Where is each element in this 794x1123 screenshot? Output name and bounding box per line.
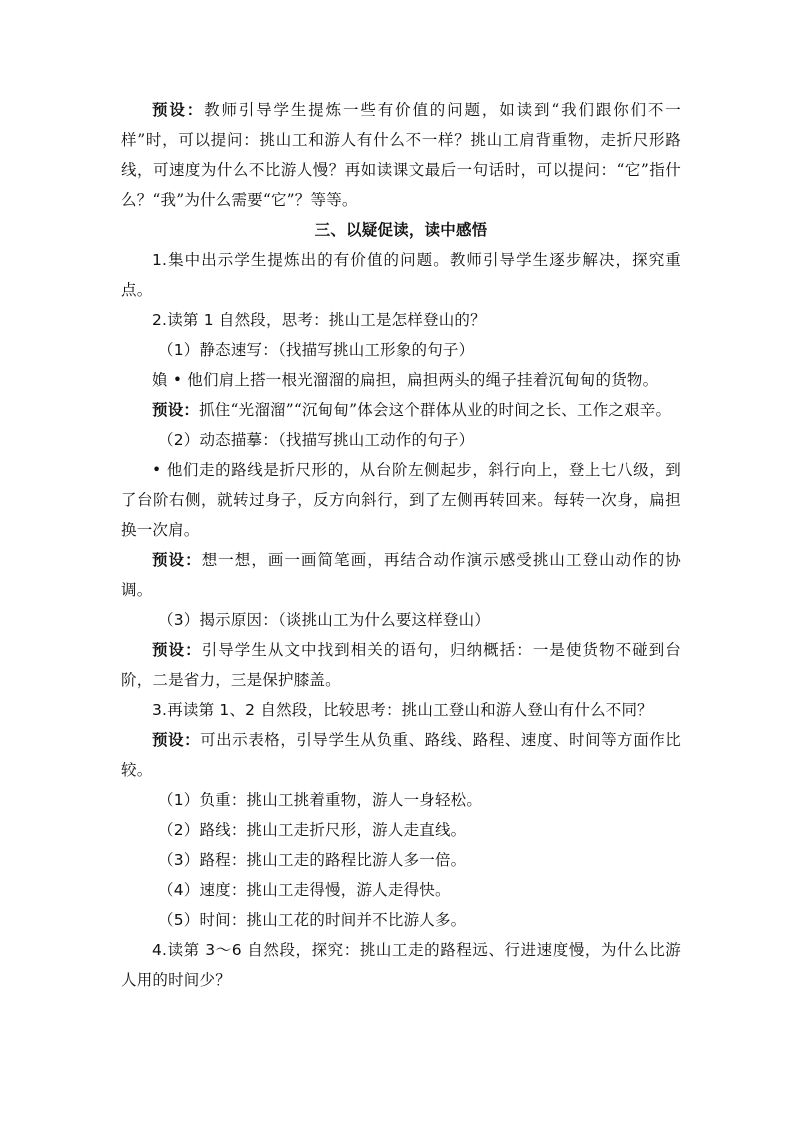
- step-item-4: 4.读第 3～6 自然段，探究：挑山工走的路程远、行进速度慢，为什么比游人用的时间少？: [121, 941, 681, 989]
- preset-text: 教师引导学生提炼一些有价值的问题，如读到“我们跟你们不一样”时，可以提问：挑山工和游人有什么不一样？挑山工肩背重物，走折尺形路线，可速度为什么不比游人慢？再如读课文最后一句话时，可以提问：“它”指什么？“我”为什么需要“它”？等等。: [121, 101, 681, 209]
- step-item-2: 2.读第 1 自然段，思考：挑山工是怎样登山的？: [152, 311, 486, 329]
- compare-item-route: （2）路线：挑山工走折尺形，游人走直线。: [158, 821, 467, 839]
- preset-label: 预设：: [152, 550, 202, 569]
- compare-item-speed: （4）速度：挑山工走得慢，游人走得快。: [158, 881, 451, 899]
- preset-label: 预设：: [152, 730, 201, 749]
- compare-item-load: （1）负重：挑山工挑着重物，游人一身轻松。: [158, 791, 483, 809]
- preset-label: 预设：: [152, 100, 205, 119]
- quote-static: 媍 • 他们肩上搭一根光溜溜的扁担，扁担两头的绳子挂着沉甸甸的货物。: [152, 371, 659, 389]
- preset-paragraph-2: [121, 395, 681, 425]
- preset-label: 预设：: [152, 640, 202, 659]
- preset-text: 可出示表格，引导学生从负重、路线、路程、速度、时间等方面作比较。: [121, 731, 681, 779]
- preset-label: 预设：: [152, 400, 200, 419]
- preset-paragraph-4: [121, 635, 681, 695]
- step-item-3: 3.再读第 1、2 自然段，比较思考：挑山工登山和游人登山有什么不同？: [152, 701, 653, 719]
- step-item-1: 1.集中出示学生提炼出的有价值的问题。教师引导学生逐步解决，探究重点。: [121, 251, 681, 299]
- compare-item-time: （5）时间：挑山工花的时间并不比游人多。: [158, 911, 467, 929]
- preset-text: 引导学生从文中找到相关的语句，归纳概括：一是使货物不碰到台阶，二是省力，三是保护膝盖。: [121, 641, 681, 689]
- preset-text: 想一想，画一画简笔画，再结合动作演示感受挑山工登山动作的协调。: [121, 551, 681, 599]
- preset-paragraph-3: [121, 545, 681, 605]
- preset-text: 抓住“光溜溜”“沉甸甸”体会这个群体从业的时间之长、工作之艰辛。: [199, 401, 672, 419]
- sub-title-dynamic: （2）动态描摹：（找描写挑山工动作的句子）: [158, 431, 475, 449]
- sub-title-static: （1）静态速写：（找描写挑山工形象的句子）: [158, 341, 475, 359]
- compare-item-distance: （3）路程：挑山工走的路程比游人多一倍。: [158, 851, 467, 869]
- section-heading: 三、以疑促读，读中感悟: [314, 221, 488, 239]
- sub-title-reason: （3）揭示原因：（谈挑山工为什么要这样登山）: [158, 611, 491, 629]
- document-page: [121, 95, 681, 995]
- preset-paragraph-5: [121, 725, 681, 785]
- preset-paragraph-1: [121, 95, 681, 215]
- quote-dynamic: • 他们走的路线是折尺形的，从台阶左侧起步，斜行向上，登上七八级，到了台阶右侧，就转过身子，反方向斜行，到了左侧再转回来。每转一次身，扁担换一次肩。: [121, 461, 681, 539]
